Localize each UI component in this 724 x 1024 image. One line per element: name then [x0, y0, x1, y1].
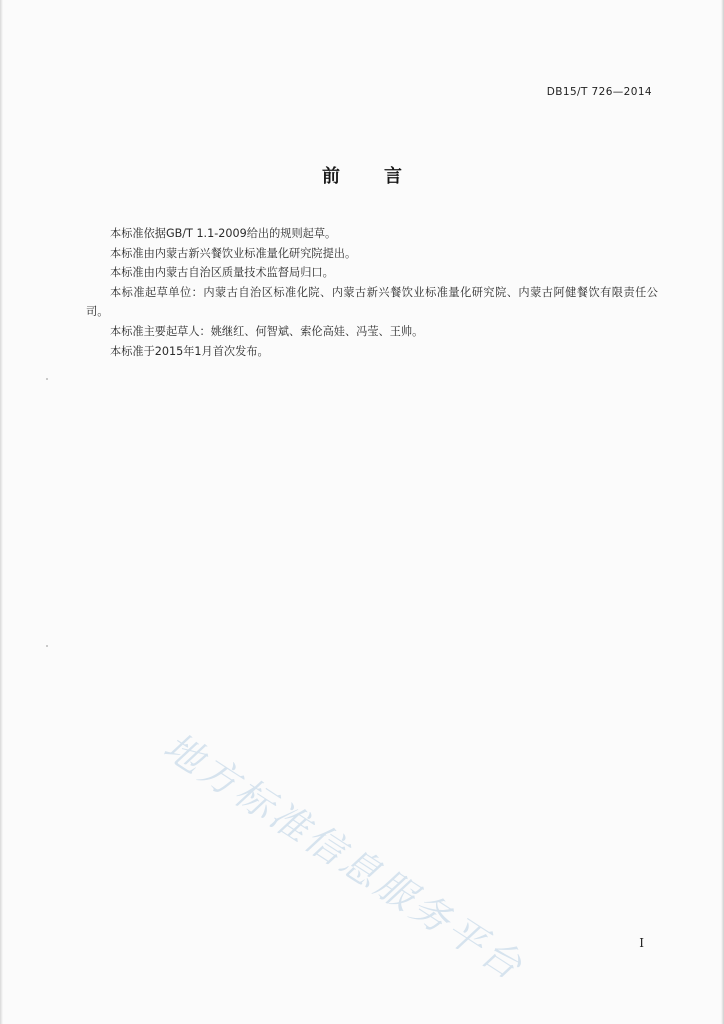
foreword-paragraph-release: 本标准于2015年1月首次发布。	[110, 344, 269, 358]
foreword-body	[86, 224, 658, 361]
foreword-paragraph-drafting-rules: 本标准依据GB/T 1.1-2009给出的规则起草。	[110, 227, 337, 240]
page-number: I	[639, 936, 644, 950]
scan-speck	[46, 645, 48, 647]
standard-code: DB15/T 726—2014	[546, 86, 652, 98]
foreword-paragraph-drafters: 本标准主要起草人：姚继红、何智斌、索伦高娃、冯莹、王帅。	[110, 324, 424, 338]
foreword-paragraph-administrator: 本标准由内蒙古自治区质量技术监督局归口。	[110, 266, 334, 280]
watermark: 地方标准信息服务平台	[156, 723, 533, 990]
scan-speck	[46, 378, 48, 380]
foreword-paragraph-drafting-units: 本标准起草单位：内蒙古自治区标准化院、内蒙古新兴餐饮业标准量化研究院、内蒙古阿健餐饮有限责任公司。	[86, 285, 658, 319]
foreword-title: 前言	[322, 166, 446, 187]
page-edge-left	[0, 0, 3, 1024]
foreword-paragraph-proposer: 本标准由内蒙古新兴餐饮业标准量化研究院提出。	[110, 246, 357, 260]
